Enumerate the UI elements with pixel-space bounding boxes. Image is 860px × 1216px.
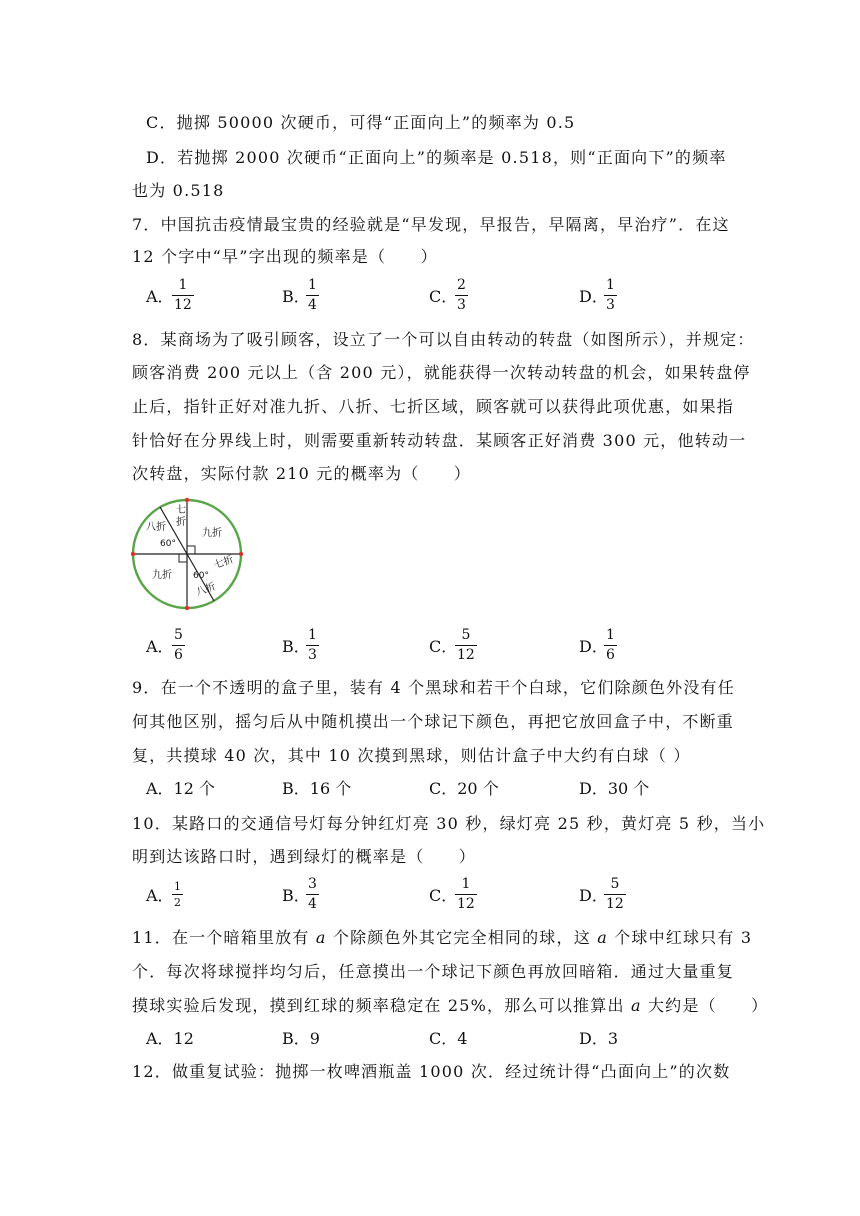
q10-option-b-letter: B． [282, 886, 310, 905]
q8-text-line4: 针恰好在分界线上时，则需要重新转动转盘．某顾客正好消费 300 元，他转动一 [132, 431, 747, 450]
q10-option-c-fraction: $\frac{1}{12}$ [457, 876, 475, 912]
spinner-dot-left [131, 552, 135, 556]
q8-text-line5: 次转盘，实际付款 210 元的概率为（ ） [132, 464, 472, 483]
q10-option-c-letter: C． [429, 886, 458, 905]
q11-option-d: D．3 [579, 1029, 619, 1048]
q9-text-line3: 复，共摸球 40 次，其中 10 次摸到黑球，则估计盒子中大约有白球（ ） [132, 746, 691, 765]
q7-text-line1: 7．中国抗击疫情最宝贵的经验就是“早发现，早报告，早隔离，早治疗”．在这 [132, 215, 730, 234]
q8-option-b-letter: B． [282, 637, 310, 656]
q11-text-line1: 11．在一个暗箱里放有 a 个除颜色外其它完全相同的球，这 a 个球中红球只有 3 [132, 928, 753, 947]
right-angle-marker-lower [179, 554, 187, 562]
q11-option-a: A．12 [146, 1029, 194, 1048]
q10-text-line2: 明到达该路口时，遇到绿灯的概率是（ ） [132, 847, 477, 866]
spinner-dot-bottom [185, 606, 189, 610]
q7-option-a-letter: A． [146, 287, 174, 306]
q8-option-d-letter: D． [579, 637, 608, 656]
label-eight-bottom: 八折 [194, 581, 218, 599]
q12-text-line1: 12．做重复试验：抛掷一枚啤酒瓶盖 1000 次．经过统计得“凸面向上”的次数 [132, 1062, 731, 1081]
spinner-dot-right [239, 552, 243, 556]
q8-option-a-fraction: $\frac{5}{6}$ [174, 627, 183, 663]
q8-text-line2: 顾客消费 200 元以上（含 200 元），就能获得一次转动转盘的机会，如果转盘停 [132, 363, 751, 382]
q7-text-line2: 12 个字中“早”字出现的频率是（ ） [132, 247, 438, 266]
q7-option-c-letter: C． [429, 287, 458, 306]
q9-text-line1: 9．在一个不透明的盒子里，装有 4 个黑球和若干个白球，它们除颜色外没有任 [132, 678, 735, 697]
q11-text-line2: 个．每次将球搅拌均匀后，任意摸出一个球记下颜色再放回暗箱．通过大量重复 [132, 962, 735, 981]
q7-option-a-fraction: $\frac{1}{12}$ [174, 277, 192, 313]
q6-option-d-line1: D．若抛掷 2000 次硬币“正面向上”的频率是 0.518，则“正面向下”的频率 [146, 148, 727, 167]
q7-option-d-letter: D． [579, 287, 608, 306]
label-angle-top: 60° [160, 539, 176, 549]
spinner-figure [128, 496, 246, 612]
q8-option-d-fraction: $\frac{1}{6}$ [606, 627, 615, 663]
q7-option-b-fraction: $\frac{1}{4}$ [308, 277, 317, 313]
q9-option-a: A．12 个 [146, 779, 216, 798]
q11-option-b: B．9 [282, 1029, 320, 1048]
q10-option-a-letter: A． [146, 886, 174, 905]
q8-option-a-letter: A． [146, 637, 174, 656]
q8-text-line3: 止后，指针正好对准九折、八折、七折区域，顾客就可以获得此项优惠，如果指 [132, 397, 735, 416]
q8-option-c-letter: C． [429, 637, 458, 656]
q10-option-a-fraction: $\frac{1}{2}$ [174, 880, 181, 909]
q7-option-d-fraction: $\frac{1}{3}$ [606, 277, 615, 313]
variable-a: a [597, 928, 608, 947]
label-eight-left: 八折 [146, 522, 166, 533]
variable-a: a [315, 928, 327, 947]
q8-option-c-fraction: $\frac{5}{12}$ [457, 627, 475, 663]
q9-option-d: D．30 个 [579, 779, 650, 798]
label-angle-bottom: 60° [193, 571, 209, 581]
q11-text-line3: 摸球实验后发现，摸到红球的频率稳定在 25%，那么可以推算出 a 大约是（ ） [132, 996, 769, 1015]
q9-option-b: B．16 个 [282, 779, 352, 798]
q10-option-d-letter: D． [579, 886, 608, 905]
label-nine-right: 九折 [202, 528, 222, 539]
label-seven-top-1: 七 [176, 505, 186, 516]
q9-text-line2: 何其他区别，摇匀后从中随机摸出一个球记下颜色，再把它放回盒子中，不断重 [132, 712, 735, 731]
q11-option-c: C．4 [429, 1029, 468, 1048]
q6-option-d-line2: 也为 0.518 [132, 181, 225, 200]
variable-a: a [630, 996, 642, 1015]
label-nine-left: 九折 [152, 570, 172, 581]
q7-option-b-letter: B． [282, 287, 310, 306]
label-seven-top-2: 折 [176, 517, 186, 528]
q6-option-c: C．抛掷 50000 次硬币，可得“正面向上”的频率为 0.5 [146, 113, 576, 132]
q8-text-line1: 8．某商场为了吸引顾客，设立了一个可以自由转动的转盘（如图所示），并规定： [132, 330, 755, 349]
q9-option-c: C．20 个 [429, 779, 499, 798]
q7-option-c-fraction: $\frac{2}{3}$ [457, 277, 466, 313]
spinner-dot-top [185, 498, 189, 502]
q10-option-d-fraction: $\frac{5}{12}$ [606, 876, 624, 912]
q8-option-b-fraction: $\frac{1}{3}$ [308, 627, 317, 663]
label-seven-right: 七折 [212, 554, 236, 572]
q10-text-line1: 10．某路口的交通信号灯每分钟红灯亮 30 秒，绿灯亮 25 秒，黄灯亮 5 秒，当小 [132, 814, 766, 833]
q10-option-b-fraction: $\frac{3}{4}$ [308, 876, 317, 912]
right-angle-marker-upper [187, 546, 195, 554]
